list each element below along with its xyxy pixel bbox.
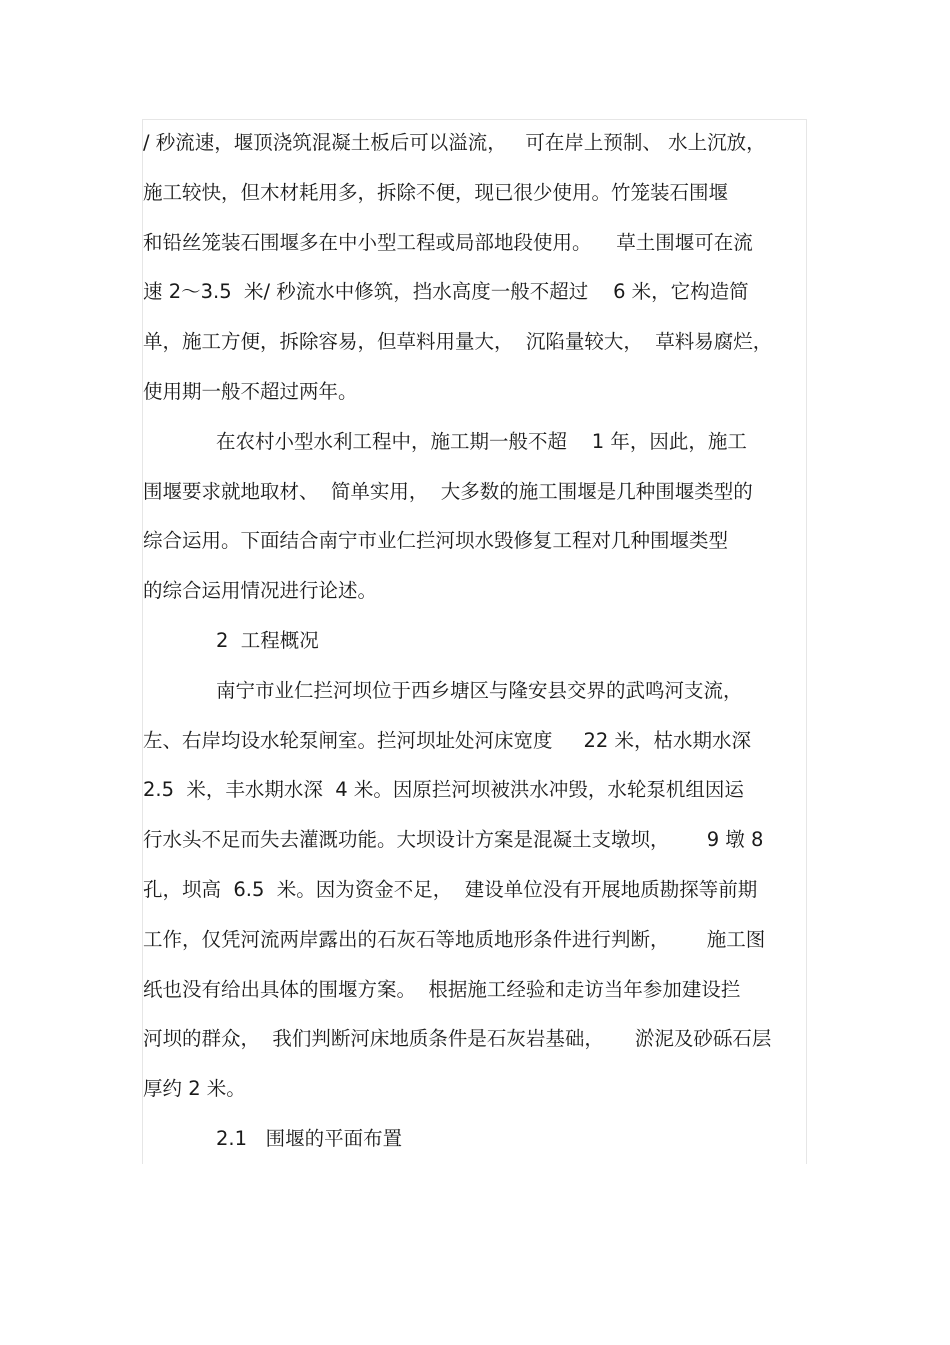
text-line: 施工较快，但木材耗用多，拆除不便，现已很少使用。竹笼装石围堰 bbox=[143, 180, 729, 204]
paragraph-start-line: 南宁市业仁拦河坝位于西乡塘区与隆安县交界的武鸣河支流， bbox=[216, 678, 743, 702]
text-line: 孔，坝高 6.5 米。因为资金不足， 建设单位没有开展地质勘探等前期 bbox=[143, 877, 758, 901]
text-line: 工作，仅凭河流两岸露出的石灰石等地质地形条件进行判断， 施工图 bbox=[143, 927, 766, 951]
text-line: 行水头不足而失去灌溉功能。大坝设计方案是混凝土支墩坝， 9 墩 8 bbox=[143, 828, 764, 852]
text-line: / 秒流速，堰顶浇筑混凝土板后可以溢流， 可在岸上预制、 水上沉放， bbox=[143, 131, 766, 154]
text-line: 综合运用。下面结合南宁市业仁拦河坝水毁修复工程对几种围堰类型 bbox=[143, 529, 729, 553]
paragraph-start-line: 在农村小型水利工程中，施工期一般不超 1 年，因此，施工 bbox=[216, 429, 747, 453]
text-line: 使用期一般不超过两年。 bbox=[143, 379, 358, 403]
text-line: 单，施工方便，拆除容易，但草料用量大， 沉陷量较大， 草料易腐烂， bbox=[143, 330, 773, 354]
text-line: 围堰要求就地取材、 简单实用， 大多数的施工围堰是几种围堰类型的 bbox=[143, 479, 753, 503]
text-line: 2.5 米，丰水期水深 4 米。因原拦河坝被洪水冲毁，水轮泵机组因运 bbox=[143, 778, 744, 802]
text-line: 厚约 2 米。 bbox=[143, 1077, 246, 1101]
section-heading: 2 工程概况 bbox=[216, 628, 319, 652]
text-line: 速 2～3.5 米/ 秒流水中修筑，挡水高度一般不超过 6 米，它构造简 bbox=[143, 280, 749, 304]
text-line: 左、右岸均设水轮泵闸室。拦河坝址处河床宽度 22 米，枯水期水深 bbox=[143, 728, 752, 752]
text-line: 纸也没有给出具体的围堰方案。 根据施工经验和走访当年参加建设拦 bbox=[143, 977, 741, 1001]
document-body bbox=[143, 118, 807, 1164]
text-line: 河坝的群众， 我们判断河床地质条件是石灰岩基础， 淤泥及砂砾石层 bbox=[143, 1027, 772, 1051]
subsection-heading: 2.1 围堰的平面布置 bbox=[216, 1126, 403, 1150]
text-line: 的综合运用情况进行论述。 bbox=[143, 579, 378, 603]
text-line: 和铅丝笼装石围堰多在中小型工程或局部地段使用。 草土围堰可在流 bbox=[143, 230, 753, 254]
